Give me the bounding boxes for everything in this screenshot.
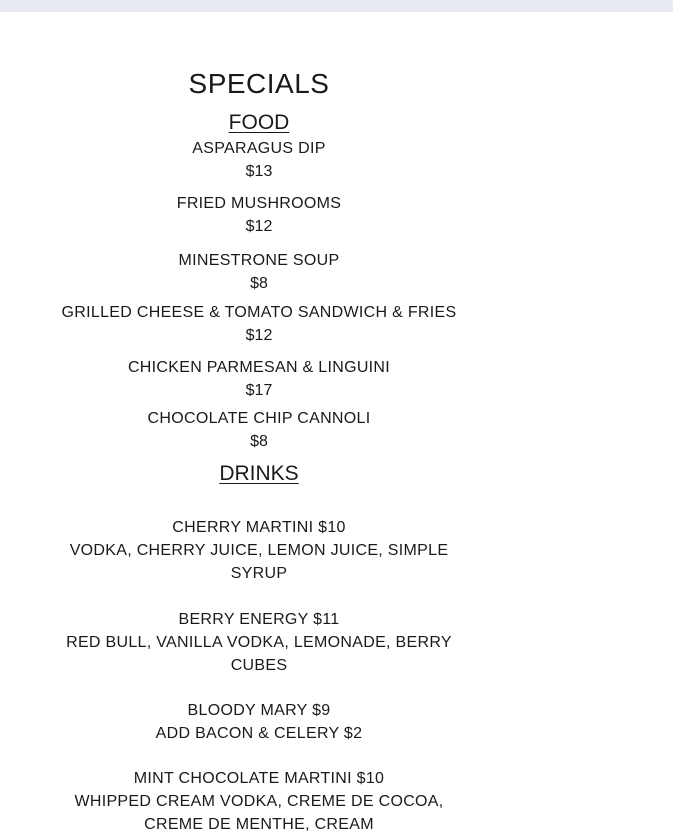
food-item-price: $17 — [245, 382, 273, 399]
drink-item-name: CHERRY MARTINI $10 — [172, 519, 346, 536]
drink-item-description: SYRUP — [230, 565, 288, 582]
food-item-name: CHICKEN PARMESAN & LINGUINI — [127, 359, 391, 376]
drink-item-description: CREME DE MENTHE, CREAM — [144, 816, 374, 833]
drinks-heading: DRINKS — [219, 462, 299, 485]
food-item-price: $8 — [250, 433, 268, 450]
food-item-price: $12 — [245, 218, 273, 235]
drink-item-name: BERRY ENERGY $11 — [178, 611, 340, 628]
food-item-price: $13 — [245, 163, 273, 180]
top-bar — [0, 0, 673, 12]
drink-item-name: BLOODY MARY $9 — [187, 702, 331, 719]
food-item-name: FRIED MUSHROOMS — [176, 195, 342, 212]
food-item-price: $12 — [245, 327, 273, 344]
food-heading: FOOD — [228, 111, 290, 134]
food-item-name: MINESTRONE SOUP — [178, 252, 340, 269]
drink-item-name: MINT CHOCOLATE MARTINI $10 — [133, 770, 385, 787]
drink-item-description: WHIPPED CREAM VODKA, CREME DE COCOA, — [74, 793, 444, 810]
drink-item-description: CUBES — [230, 657, 288, 674]
drink-item-description: RED BULL, VANILLA VODKA, LEMONADE, BERRY — [66, 634, 452, 651]
food-item-price: $8 — [250, 275, 268, 292]
menu-title: SPECIALS — [188, 68, 330, 99]
drink-item-description: ADD BACON & CELERY $2 — [155, 725, 363, 742]
food-item-name: ASPARAGUS DIP — [192, 140, 326, 157]
drink-item-description: VODKA, CHERRY JUICE, LEMON JUICE, SIMPLE — [69, 542, 449, 559]
food-item-name: CHOCOLATE CHIP CANNOLI — [147, 410, 371, 427]
food-item-name: GRILLED CHEESE & TOMATO SANDWICH & FRIES — [61, 304, 457, 321]
